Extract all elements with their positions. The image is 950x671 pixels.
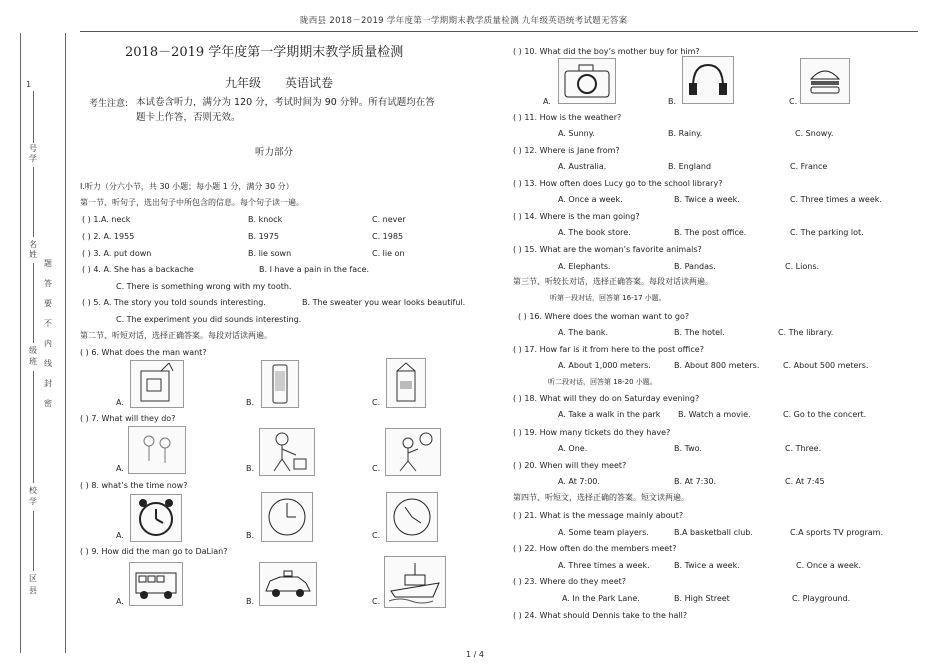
strip-char: 姓 — [29, 250, 37, 259]
option-b: B. 1975 — [248, 232, 279, 241]
option-label-a: A. — [116, 531, 124, 540]
option-c: C. Go to the concert. — [783, 410, 867, 419]
question-text: ( ) 3. A. put down — [82, 249, 152, 258]
option-c: C. At 7:45 — [785, 477, 825, 486]
hamburger-picture — [800, 58, 850, 104]
strip-char: 学 — [29, 497, 37, 506]
alarm-clock-picture — [130, 494, 182, 542]
option-b: B. lie sown — [248, 249, 292, 258]
strip-char: 县 — [29, 586, 37, 595]
strip-dash — [33, 167, 35, 237]
subtitle-subject: 英语试卷 — [285, 76, 334, 90]
option-label-b: B. — [246, 597, 255, 606]
option-label-b: B. — [668, 97, 677, 106]
seal-char: 答 — [44, 279, 52, 288]
option-a: A. At 7:00. — [558, 477, 600, 486]
question-text: ( ) 4. A. She has a backache — [82, 265, 194, 274]
section-instruction: 第三节、听较长对话，选择正确答案。每段对话读两遍。 — [513, 277, 713, 286]
ship-picture — [384, 556, 446, 608]
section-instruction: 第四节、听短文，选择正确的答案。短文读两遍。 — [513, 493, 689, 502]
question-text: ( ) 9. How did the man go to DaLian? — [80, 547, 228, 556]
option-label-b: B. — [246, 398, 255, 407]
shopping-scene-picture — [128, 426, 186, 474]
question-text: ( ) 10. What did the boy’s mother buy for him? — [513, 47, 700, 56]
option-a: A. Elephants. — [558, 262, 611, 271]
option-a: A. In the Park Lane. — [562, 594, 640, 603]
question-text: ( ) 17. How far is it from here to the post office? — [513, 345, 704, 354]
option-a: A. About 1,000 meters. — [558, 361, 651, 370]
option-a: A. Sunny. — [558, 129, 595, 138]
bus-picture — [129, 562, 183, 606]
option-label-c: C. — [372, 464, 381, 473]
notice-text: 题卡上作答，否则无效。 — [136, 112, 241, 123]
option-c: C. Three. — [785, 444, 822, 453]
strip-char: 级 — [29, 346, 37, 355]
option-label-a: A. — [116, 398, 124, 407]
question-text: ( ) 19. How many tickets do they have? — [513, 428, 671, 437]
question-text: ( ) 6. What does the man want? — [80, 348, 207, 357]
strip-number: 1 — [26, 80, 32, 89]
section-sub-instruction: 听二段对话，回答第 18-20 小题。 — [548, 378, 657, 386]
option-b: B. knock — [248, 215, 283, 224]
option-c: C. lie on — [372, 249, 405, 258]
option-b: B. Twice a week. — [674, 195, 740, 204]
option-c: C. Snowy. — [795, 129, 834, 138]
taxi-picture — [259, 562, 317, 606]
strip-char: 校 — [29, 486, 37, 495]
option-c: C. About 500 meters. — [783, 361, 869, 370]
question-text: ( ) 15. What are the woman’s favorite animals? — [513, 245, 702, 254]
option-a: A. Take a walk in the park — [558, 410, 661, 419]
strip-line-left — [20, 33, 21, 653]
option-a: A. Three times a week. — [558, 561, 650, 570]
page-title: 2018－2019 学年度第一学期期末教学质量检测 — [125, 45, 404, 60]
question-text: ( ) 11. How is the weather? — [513, 113, 622, 122]
strip-dash — [33, 263, 35, 343]
wall-clock-picture — [261, 492, 313, 542]
option-b: B. The sweater you wear looks beautiful. — [302, 298, 466, 307]
headphones-picture — [682, 56, 734, 104]
section-sub-instruction: 听第一段对话，回答第 16-17 小题。 — [550, 294, 666, 302]
subtitle-grade: 九年级 — [225, 76, 262, 90]
question-text: ( ) 16. Where does the woman want to go? — [518, 312, 690, 321]
strip-char: 号 — [29, 144, 37, 153]
page-header — [0, 10, 950, 30]
option-b: B. High Street — [674, 594, 730, 603]
section-instruction: 第一节、听句子，选出句子中所包含的信息。每个句子读一遍。 — [80, 198, 304, 207]
option-c: C. The parking lot. — [790, 228, 864, 237]
seal-char: 封 — [44, 379, 52, 388]
binding-strip — [0, 33, 80, 653]
option-c: C. There is something wrong with my tooth. — [116, 282, 292, 291]
page-number: 1 / 4 — [466, 650, 484, 659]
option-c: C. never — [372, 215, 406, 224]
section-instruction: 第二节、听短对话，选择正确答案。每段对话读两遍。 — [80, 331, 272, 340]
option-label-c: C. — [372, 597, 381, 606]
question-text: ( ) 12. Where is Jane from? — [513, 146, 620, 155]
camera-picture — [558, 58, 616, 104]
option-c: C. Once a week. — [796, 561, 861, 570]
option-b: B. Twice a week. — [674, 561, 740, 570]
option-a: A. One. — [558, 444, 588, 453]
option-c: C. France — [790, 162, 828, 171]
strip-char: 班 — [29, 357, 37, 366]
question-text: ( ) 8. what’s the time now? — [80, 481, 188, 490]
option-label-b: B. — [246, 464, 255, 473]
header-rule — [80, 31, 918, 32]
question-text: ( ) 22. How often do the members meet? — [513, 544, 677, 553]
question-text: ( ) 5. A. The story you told sounds interesting. — [82, 298, 266, 307]
option-b: B. Watch a movie. — [678, 410, 751, 419]
option-b: B. Pandas. — [674, 262, 716, 271]
option-label-c: C. — [372, 398, 381, 407]
option-a: A. Some team players. — [558, 528, 649, 537]
option-c: C. 1985 — [372, 232, 404, 241]
strip-char: 学 — [29, 154, 37, 163]
playing-ball-picture — [385, 428, 441, 476]
section-title: 听力部分 — [255, 147, 294, 158]
strip-line-right — [65, 33, 66, 653]
option-label-a: A. — [543, 97, 551, 106]
seal-char: 内 — [44, 339, 52, 348]
option-b: B. About 800 meters. — [674, 361, 760, 370]
clock-picture-c — [386, 492, 438, 542]
question-text: ( ) 24. What should Dennis take to the hall? — [513, 611, 688, 620]
question-text: ( ) 13. How often does Lucy go to the school library? — [513, 179, 723, 188]
option-a: A. The book store. — [558, 228, 631, 237]
seal-char: 密 — [44, 399, 52, 408]
option-c: C. Playground. — [792, 594, 851, 603]
notice-text: 本试卷含听力，满分为 120 分，考试时间为 90 分钟。所有试题均在答 — [136, 97, 435, 108]
seal-char: 要 — [44, 299, 52, 308]
question-text: ( ) 7. What will they do? — [80, 414, 176, 423]
option-c: C. Lions. — [785, 262, 820, 271]
option-a: A. The bank. — [558, 328, 609, 337]
seal-char: 不 — [44, 319, 52, 328]
option-b: B. I have a pain in the face. — [259, 265, 369, 274]
strip-dash — [33, 371, 35, 483]
strip-dash — [33, 511, 35, 571]
option-label-a: A. — [116, 597, 124, 606]
strip-char: 名 — [29, 240, 37, 249]
option-b: B. At 7:30. — [674, 477, 717, 486]
option-c: C. The library. — [778, 328, 834, 337]
option-label-a: A. — [116, 464, 124, 473]
seal-char: 题 — [44, 259, 52, 268]
option-c: C. Three times a week. — [790, 195, 882, 204]
option-b: B. England — [668, 162, 712, 171]
question-text: ( ) 23. Where do they meet? — [513, 577, 627, 586]
question-text: ( ) 2. A. 1955 — [82, 232, 135, 241]
header-text: 陇西县 2018－2019 学年度第一学期期末教学质量检测 九年级英语统考试题无答案 — [300, 16, 628, 26]
option-b: B. Rainy. — [668, 129, 703, 138]
question-text: ( ) 14. Where is the man going? — [513, 212, 640, 221]
option-b: B. The post office. — [674, 228, 747, 237]
option-a: A. Once a week. — [558, 195, 623, 204]
option-b: B. The hotel. — [674, 328, 725, 337]
option-b: B. Two. — [674, 444, 702, 453]
option-a: A. Australia. — [558, 162, 607, 171]
juice-box-picture — [130, 360, 184, 408]
question-text: ( ) 21. What is the message mainly about? — [513, 511, 684, 520]
milk-carton-picture — [386, 358, 426, 408]
option-b: B.A basketball club. — [674, 528, 753, 537]
notice-label: 考生注意: — [89, 99, 129, 109]
question-text: ( ) 1.A. neck — [82, 215, 131, 224]
question-text: ( ) 20. When will they meet? — [513, 461, 627, 470]
option-c: C.A sports TV program. — [790, 528, 884, 537]
question-text: ( ) 18. What will they do on Saturday evening? — [513, 394, 700, 403]
seal-char: 线 — [44, 359, 52, 368]
cleaning-picture — [259, 428, 315, 476]
strip-dash — [33, 91, 35, 143]
part-heading: Ⅰ.听力（分六小节，共 30 小题；每小题 1 分，满分 30 分） — [80, 182, 294, 191]
option-label-b: B. — [246, 531, 255, 540]
strip-char: 区 — [29, 574, 37, 583]
option-label-c: C. — [789, 97, 798, 106]
option-label-c: C. — [372, 531, 381, 540]
option-c: C. The experiment you did sounds interesting. — [116, 315, 302, 324]
bottle-picture — [261, 360, 299, 408]
